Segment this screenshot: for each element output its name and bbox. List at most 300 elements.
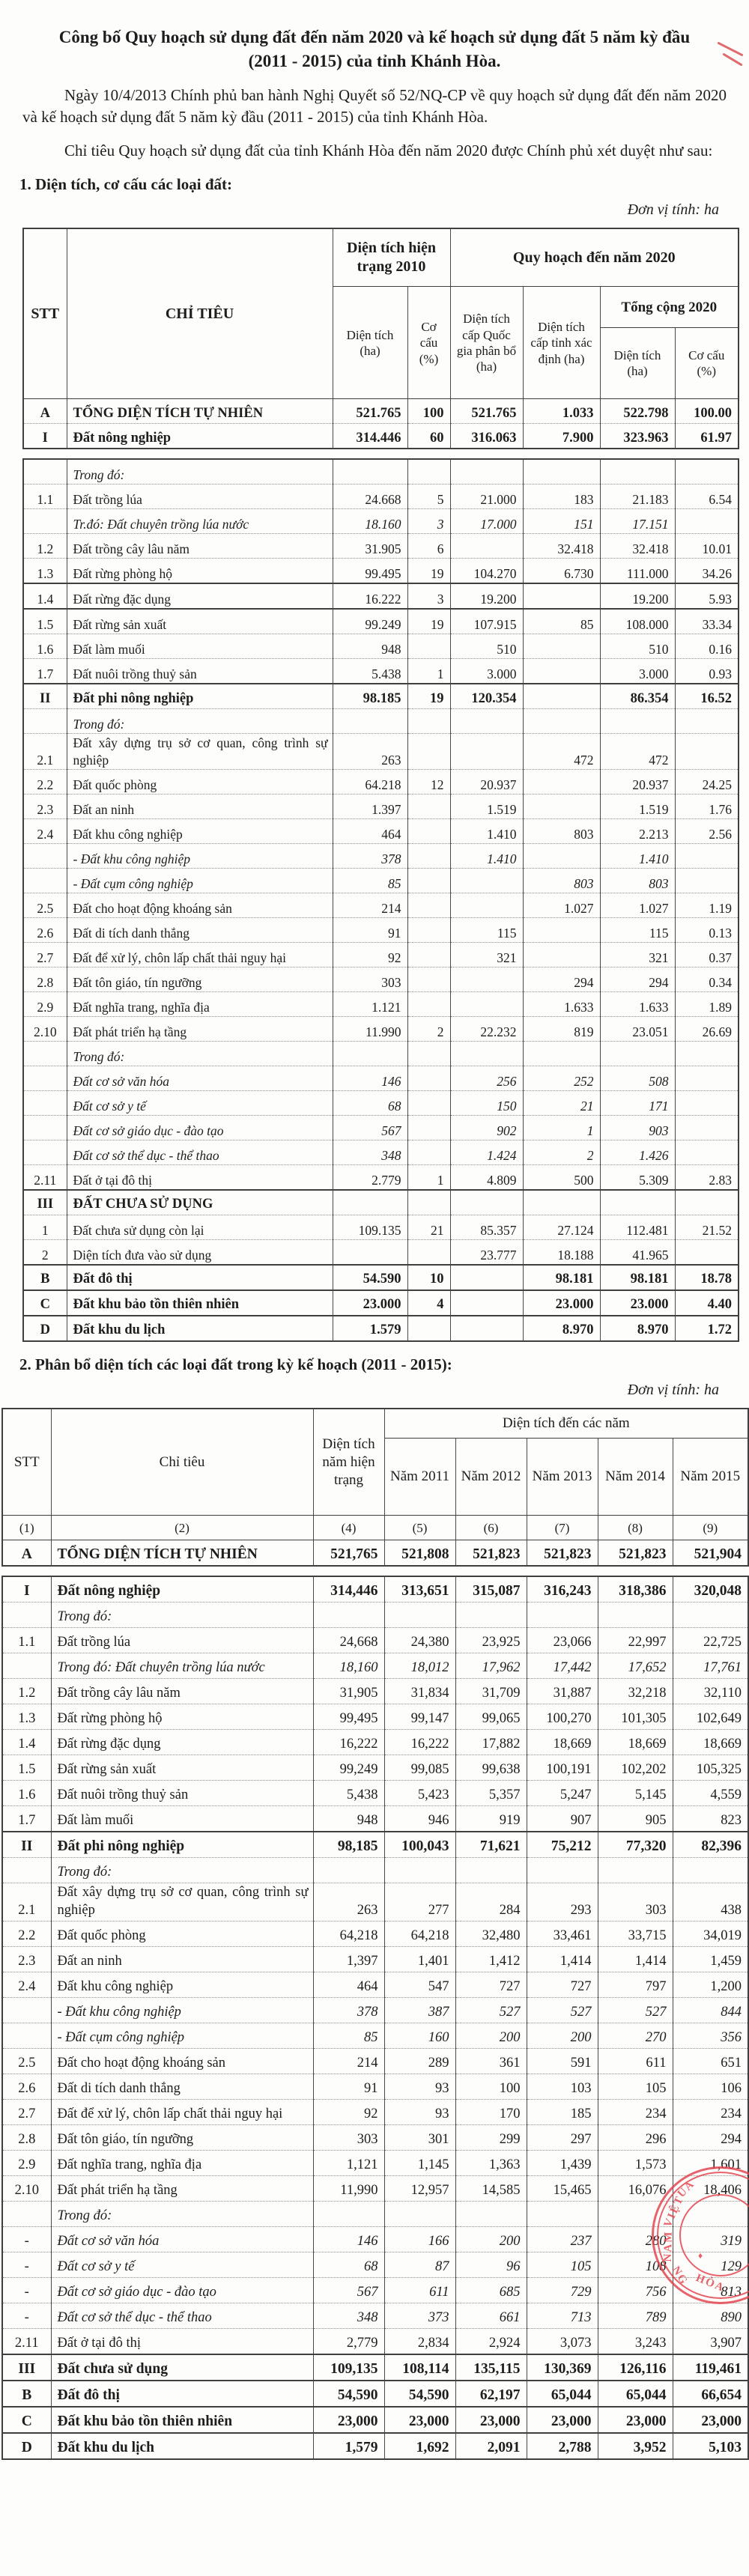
row-stt: I [2, 1576, 51, 1603]
row-label: Đất xây dựng trụ sở cơ quan, công trình sự nghiệp [51, 1883, 313, 1921]
cell-value: 521,765 [313, 1540, 384, 1567]
row-label: Đất trồng lúa [67, 484, 333, 509]
cell-value: 87 [384, 2252, 455, 2277]
table-row [2, 1653, 748, 1679]
cell-value: 108,114 [384, 2354, 455, 2381]
cell-value: 34.26 [675, 559, 739, 584]
cell-value: 100,270 [527, 1704, 598, 1730]
cell-value: 1,439 [527, 2150, 598, 2175]
table-row [2, 1921, 748, 1946]
cell-value: 105 [598, 2074, 673, 2099]
cell-value: 284 [455, 1883, 527, 1921]
table-row [23, 1066, 739, 1091]
cell-value: 1,401 [384, 1946, 455, 1972]
document-title: Công bố Quy hoạch sử dụng đất đến năm 2020 và kế hoạch sử dụng đất 5 năm kỳ đầu (2011 - 2015) của tỉnh Khánh Hòa. [58, 28, 691, 70]
cell-value [407, 634, 450, 659]
cell-value: 1,121 [313, 2150, 384, 2175]
row-stt: 2.4 [2, 1972, 51, 1997]
row-stt [23, 844, 67, 869]
cell-value [407, 943, 450, 967]
table-row [23, 795, 739, 819]
cell-value: 789 [598, 2303, 673, 2328]
cell-value: 19.200 [450, 583, 523, 609]
row-stt: 1.6 [2, 1781, 51, 1806]
row-label: Đất phát triển hạ tầng [51, 2175, 313, 2201]
table-row [23, 1116, 739, 1140]
cell-value: 23,066 [527, 1628, 598, 1653]
table-row [2, 1883, 748, 1921]
cell-value: 20.937 [450, 770, 523, 795]
row-stt: 2.2 [2, 1921, 51, 1946]
cell-value: 315,087 [455, 1576, 527, 1603]
col-header-quy-hoach-2020: Quy hoạch đến năm 2020 [450, 228, 739, 287]
cell-value: 104.270 [450, 559, 523, 584]
cell-value: 5,357 [455, 1781, 527, 1806]
cell-value [523, 844, 600, 869]
row-label: Trong đó: [67, 709, 333, 734]
row-label: Đất nuôi trồng thuỷ sản [67, 659, 333, 684]
cell-value: 1.121 [333, 992, 407, 1017]
cell-value [675, 1091, 739, 1116]
cell-value: 252 [523, 1066, 600, 1091]
row-stt: D [23, 1316, 67, 1341]
cell-value: 19.200 [600, 583, 675, 609]
cell-value: 293 [527, 1883, 598, 1921]
table-row [2, 2252, 748, 2277]
cell-value [523, 943, 600, 967]
row-stt: - [2, 2252, 51, 2277]
cell-value: 8.970 [600, 1316, 675, 1341]
cell-value: 98.185 [333, 684, 407, 709]
cell-value: 500 [523, 1165, 600, 1191]
t2-col-num: (2) [51, 1516, 313, 1540]
cell-value [450, 1042, 523, 1066]
t2-col-header-chi-tieu: Chỉ tiêu [51, 1409, 313, 1516]
table2-part1-body [2, 1540, 748, 1567]
row-label: Đất khu du lịch [67, 1316, 333, 1341]
cell-value [333, 1042, 407, 1066]
cell-value: 103 [527, 2074, 598, 2099]
cell-value [675, 1190, 739, 1215]
cell-value: 1 [407, 659, 450, 684]
cell-value [523, 659, 600, 684]
cell-value: 21.52 [675, 1215, 739, 1240]
cell-value [675, 709, 739, 734]
table-row [2, 2407, 748, 2433]
cell-value [384, 1603, 455, 1628]
cell-value: 905 [598, 1806, 673, 1832]
t2-col-header-nam-2014: Năm 2014 [598, 1439, 673, 1516]
cell-value: 1.410 [600, 844, 675, 869]
row-stt: 1.6 [23, 634, 67, 659]
cell-value [407, 893, 450, 918]
row-label: Đất di tích danh thắng [67, 918, 333, 943]
cell-value: 1.89 [675, 992, 739, 1017]
section-1-heading: 1. Diện tích, cơ cấu các loại đất: [19, 175, 233, 194]
row-label: Đất an ninh [67, 795, 333, 819]
cell-value: 17,882 [455, 1730, 527, 1755]
cell-value [407, 819, 450, 844]
cell-value: 21 [407, 1215, 450, 1240]
cell-value: 60 [407, 424, 450, 449]
table-row [23, 399, 739, 424]
row-stt: 2.7 [23, 943, 67, 967]
table-row [2, 1972, 748, 1997]
cell-value: 1,579 [313, 2433, 384, 2459]
cell-value: 263 [333, 734, 407, 770]
cell-value: 611 [384, 2277, 455, 2303]
cell-value: 294 [523, 967, 600, 992]
col-header-co-cau-2020: Cơ cấu (%) [675, 328, 739, 399]
cell-value: 1.633 [600, 992, 675, 1017]
cell-value: 2.779 [333, 1165, 407, 1191]
cell-value [523, 1190, 600, 1215]
cell-value: 890 [673, 2303, 748, 2328]
cell-value: 23,000 [598, 2407, 673, 2433]
row-label: Trong đó: [51, 2201, 313, 2226]
cell-value: 651 [673, 2048, 748, 2074]
cell-value: 85 [313, 2023, 384, 2048]
cell-value: 85.357 [450, 1215, 523, 1240]
cell-value [407, 1091, 450, 1116]
cell-value [407, 1066, 450, 1091]
cell-value: 7.900 [523, 424, 600, 449]
cell-value: 100.00 [675, 399, 739, 424]
cell-value: 1.579 [333, 1316, 407, 1341]
t2-col-num: (1) [2, 1516, 51, 1540]
table-row [2, 2201, 748, 2226]
table-row [2, 1806, 748, 1832]
cell-value: 464 [333, 819, 407, 844]
cell-value: 1 [407, 1165, 450, 1191]
row-label: Đất khu công nghiệp [51, 1972, 313, 1997]
cell-value [450, 709, 523, 734]
row-label: Đất an ninh [51, 1946, 313, 1972]
row-label: Đất cơ sở thể dục - thể thao [51, 2303, 313, 2328]
row-stt: C [2, 2407, 51, 2433]
row-stt: 1.7 [2, 1806, 51, 1832]
cell-value: 24.25 [675, 770, 739, 795]
cell-value: 11,990 [313, 2175, 384, 2201]
row-label: Diện tích đưa vào sử dụng [67, 1240, 333, 1266]
table-row [23, 893, 739, 918]
row-stt: 2.9 [23, 992, 67, 1017]
cell-value: 464 [313, 1972, 384, 1997]
row-label: Đất cơ sở y tế [51, 2252, 313, 2277]
row-label: Đất trồng cây lâu năm [67, 534, 333, 559]
table1-part2 [22, 458, 739, 1342]
table-row [2, 2150, 748, 2175]
t2-col-num: (7) [527, 1516, 598, 1540]
cell-value: 3,907 [673, 2328, 748, 2354]
cell-value [600, 1042, 675, 1066]
row-label: Đất cơ sở thể dục - thể thao [67, 1140, 333, 1165]
cell-value: 4 [407, 1290, 450, 1316]
cell-value: 521,823 [598, 1540, 673, 1567]
row-label: Đất phi nông nghiệp [67, 684, 333, 709]
table1-part2-body [23, 459, 739, 1341]
cell-value: 234 [598, 2099, 673, 2124]
row-label: - Đất cụm công nghiệp [67, 869, 333, 893]
cell-value: 521.765 [333, 399, 407, 424]
cell-value: 22.232 [450, 1017, 523, 1042]
cell-value: 146 [333, 1066, 407, 1091]
cell-value [455, 1603, 527, 1628]
row-stt [23, 1140, 67, 1165]
cell-value [600, 459, 675, 484]
cell-value: 24,380 [384, 1628, 455, 1653]
cell-value [675, 1042, 739, 1066]
cell-value: 2,834 [384, 2328, 455, 2354]
row-stt [2, 1858, 51, 1883]
cell-value: 15,465 [527, 2175, 598, 2201]
row-stt: D [2, 2433, 51, 2459]
cell-value: 32,110 [673, 1679, 748, 1704]
cell-value: 301 [384, 2124, 455, 2150]
cell-value: 319 [673, 2226, 748, 2252]
table-row [2, 2328, 748, 2354]
cell-value: 313,651 [384, 1576, 455, 1603]
cell-value [523, 684, 600, 709]
col-header-hien-trang-2010: Diện tích hiện trạng 2010 [333, 228, 450, 287]
cell-value: 1,692 [384, 2433, 455, 2459]
cell-value [523, 770, 600, 795]
cell-value: 314.446 [333, 424, 407, 449]
cell-value: 729 [527, 2277, 598, 2303]
table2-part2-body [2, 1576, 748, 2458]
cell-value: 109,135 [313, 2354, 384, 2381]
cell-value: 1,412 [455, 1946, 527, 1972]
cell-value: 16.52 [675, 684, 739, 709]
col-header-tong-cong-2020: Tổng cộng 2020 [600, 287, 739, 328]
cell-value: 91 [313, 2074, 384, 2099]
cell-value [450, 1190, 523, 1215]
cell-value: 71,621 [455, 1832, 527, 1858]
row-label: Đất làm muối [67, 634, 333, 659]
cell-value [675, 459, 739, 484]
cell-value: 115 [600, 918, 675, 943]
cell-value: 303 [598, 1883, 673, 1921]
cell-value: 521,904 [673, 1540, 748, 1567]
row-label: ĐẤT CHƯA SỬ DỤNG [67, 1190, 333, 1215]
col-header-co-cau: Cơ cấu (%) [407, 287, 450, 399]
cell-value [450, 869, 523, 893]
cell-value [407, 869, 450, 893]
cell-value: 105,325 [673, 1755, 748, 1781]
cell-value: 99,495 [313, 1704, 384, 1730]
cell-value: 65,044 [527, 2381, 598, 2407]
table-row [23, 424, 739, 449]
cell-value: 18.188 [523, 1240, 600, 1266]
cell-value: 1.033 [523, 399, 600, 424]
cell-value: 522.798 [600, 399, 675, 424]
cell-value: 5,423 [384, 1781, 455, 1806]
cell-value: 727 [527, 1972, 598, 1997]
row-stt: 2.11 [23, 1165, 67, 1191]
row-label: Đất chưa sử dụng còn lại [67, 1215, 333, 1240]
row-label: Đất rừng sản xuất [51, 1755, 313, 1781]
table-row [2, 1679, 748, 1704]
cell-value: 5.438 [333, 659, 407, 684]
row-stt: 1.4 [23, 583, 67, 609]
cell-value: 18.78 [675, 1265, 739, 1290]
paragraph-approval: Chỉ tiêu Quy hoạch sử dụng đất của tỉnh Khánh Hòa đến năm 2020 được Chính phủ xét duyệt như sau: [64, 142, 713, 160]
row-stt: II [2, 1832, 51, 1858]
row-stt [2, 1653, 51, 1679]
row-stt: 1.3 [23, 559, 67, 584]
cell-value: 102,649 [673, 1704, 748, 1730]
cell-value: 527 [455, 1997, 527, 2023]
cell-value: 813 [673, 2277, 748, 2303]
table-row [2, 2175, 748, 2201]
cell-value: 527 [527, 1997, 598, 2023]
cell-value [333, 709, 407, 734]
cell-value [333, 1240, 407, 1266]
cell-value: 1 [523, 1116, 600, 1140]
cell-value: 803 [523, 819, 600, 844]
cell-value: 23.051 [600, 1017, 675, 1042]
cell-value: 11.990 [333, 1017, 407, 1042]
cell-value [313, 1858, 384, 1883]
cell-value: 23,000 [313, 2407, 384, 2433]
cell-value [527, 1603, 598, 1628]
cell-value: 107.915 [450, 609, 523, 634]
cell-value: 438 [673, 1883, 748, 1921]
row-label: Đất đô thị [51, 2381, 313, 2407]
row-stt: 1 [23, 1215, 67, 1240]
cell-value [675, 734, 739, 770]
col-header-cap-quoc-gia: Diện tích cấp Quốc gia phân bổ (ha) [450, 287, 523, 399]
cell-value: 1.72 [675, 1316, 739, 1341]
table-row [23, 1017, 739, 1042]
cell-value: 106 [673, 2074, 748, 2099]
cell-value [450, 534, 523, 559]
table-row [23, 659, 739, 684]
cell-value: 685 [455, 2277, 527, 2303]
row-stt: 2.9 [2, 2150, 51, 2175]
cell-value: 82,396 [673, 1832, 748, 1858]
cell-value [407, 1316, 450, 1341]
table-row [2, 1704, 748, 1730]
cell-value: 16.222 [333, 583, 407, 609]
row-label: Đất nông nghiệp [51, 1576, 313, 1603]
stamp-text: ỦA [675, 2178, 698, 2200]
t2-col-num: (8) [598, 1516, 673, 1540]
cell-value: 16,222 [313, 1730, 384, 1755]
cell-value [407, 709, 450, 734]
cell-value: 54,590 [384, 2381, 455, 2407]
cell-value: 101,305 [598, 1704, 673, 1730]
cell-value [407, 844, 450, 869]
cell-value: 1,459 [673, 1946, 748, 1972]
cell-value: 5,438 [313, 1781, 384, 1806]
row-label: Đất nông nghiệp [67, 424, 333, 449]
cell-value: 611 [598, 2048, 673, 2074]
table-row [2, 2048, 748, 2074]
cell-value [523, 795, 600, 819]
table-row [23, 1042, 739, 1066]
cell-value: 547 [384, 1972, 455, 1997]
cell-value: 18,406 [673, 2175, 748, 2201]
row-label: Đất rừng sản xuất [67, 609, 333, 634]
row-label: Đất nghĩa trang, nghĩa địa [67, 992, 333, 1017]
cell-value: 64,218 [313, 1921, 384, 1946]
cell-value: 4,559 [673, 1781, 748, 1806]
cell-value: 34,019 [673, 1921, 748, 1946]
cell-value [407, 734, 450, 770]
cell-value: 234 [673, 2099, 748, 2124]
cell-value: 2 [523, 1140, 600, 1165]
row-label: Đất khu công nghiệp [67, 819, 333, 844]
cell-value: 17,442 [527, 1653, 598, 1679]
table-row [23, 1290, 739, 1316]
cell-value [675, 869, 739, 893]
table-row [23, 559, 739, 584]
row-stt [23, 1042, 67, 1066]
cell-value: 99.495 [333, 559, 407, 584]
row-label: Đất chưa sử dụng [51, 2354, 313, 2381]
table1-part1-body [23, 399, 739, 449]
row-label: Đất phi nông nghiệp [51, 1832, 313, 1858]
row-stt: 2.11 [2, 2328, 51, 2354]
cell-value: 508 [600, 1066, 675, 1091]
cell-value: 1.519 [600, 795, 675, 819]
cell-value: 0.16 [675, 634, 739, 659]
row-label: Đất nuôi trồng thuỷ sản [51, 1781, 313, 1806]
table-row [2, 2023, 748, 2048]
cell-value: 10 [407, 1265, 450, 1290]
cell-value: 321 [600, 943, 675, 967]
cell-value: 32.418 [600, 534, 675, 559]
row-stt: 1.1 [2, 1628, 51, 1653]
table-row [23, 770, 739, 795]
cell-value: 819 [523, 1017, 600, 1042]
cell-value: 32.418 [523, 534, 600, 559]
cell-value: 948 [333, 634, 407, 659]
table-row [2, 2381, 748, 2407]
table-row [23, 992, 739, 1017]
cell-value: 378 [313, 1997, 384, 2023]
table-row [23, 734, 739, 770]
cell-value: 5,145 [598, 1781, 673, 1806]
stamp-text: VIỆT [661, 2193, 687, 2229]
cell-value: 6.54 [675, 484, 739, 509]
red-pen-mark [717, 42, 743, 57]
table2-part2 [1, 1576, 749, 2459]
cell-value: 803 [600, 869, 675, 893]
cell-value: 16,222 [384, 1730, 455, 1755]
cell-value [455, 1858, 527, 1883]
cell-value [523, 583, 600, 609]
cell-value: 4.40 [675, 1290, 739, 1316]
table-row [23, 1316, 739, 1341]
cell-value: 151 [523, 509, 600, 534]
table-row [23, 1140, 739, 1165]
cell-value [407, 1240, 450, 1266]
t2-col-num: (9) [673, 1516, 748, 1540]
cell-value: 100 [455, 2074, 527, 2099]
cell-value: 387 [384, 1997, 455, 2023]
cell-value: 109.135 [333, 1215, 407, 1240]
cell-value: 18,669 [598, 1730, 673, 1755]
cell-value [598, 1858, 673, 1883]
row-label: Đất khu bảo tồn thiên nhiên [51, 2407, 313, 2433]
cell-value: 256 [450, 1066, 523, 1091]
table-row [23, 1215, 739, 1240]
cell-value: 100,043 [384, 1832, 455, 1858]
cell-value: 160 [384, 2023, 455, 2048]
cell-value: 303 [313, 2124, 384, 2150]
